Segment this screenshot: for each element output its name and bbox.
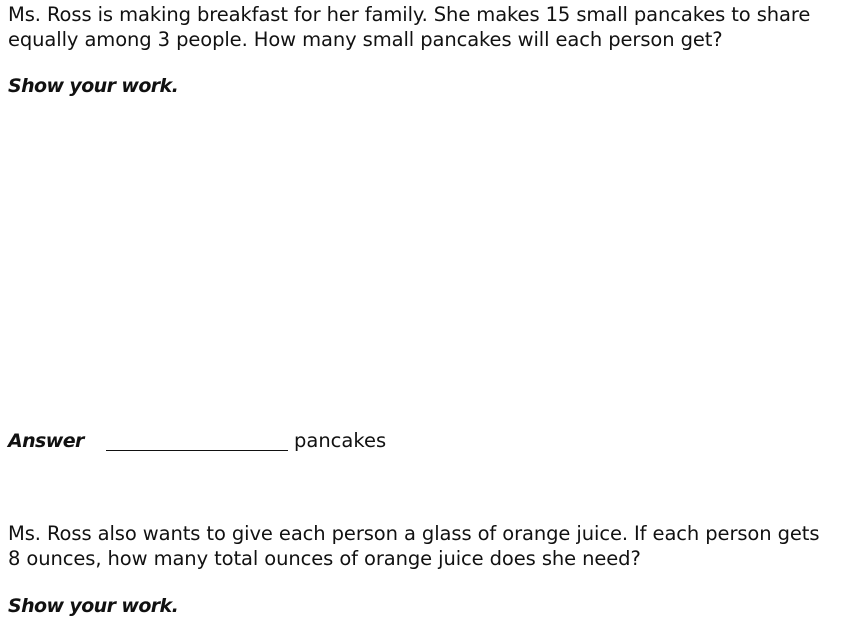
question-1-line-2: equally among 3 people. How many small pancakes will each person get? bbox=[8, 28, 723, 51]
question-1-prompt bbox=[8, 2, 810, 52]
question-1-show-work: Show your work. bbox=[8, 75, 179, 97]
answer-blank-line[interactable] bbox=[106, 450, 288, 451]
answer-unit: pancakes bbox=[294, 429, 387, 452]
question-2-line-1: Ms. Ross also wants to give each person a glass of orange juice. If each person gets bbox=[8, 522, 820, 545]
question-2-prompt bbox=[8, 521, 819, 571]
question-2-line-2: 8 ounces, how many total ounces of orange juice does she need? bbox=[8, 547, 641, 570]
answer-label: Answer bbox=[8, 430, 84, 452]
question-2-show-work: Show your work. bbox=[8, 595, 179, 617]
question-1-line-1: Ms. Ross is making breakfast for her family. She makes 15 small pancakes to share bbox=[8, 3, 811, 26]
